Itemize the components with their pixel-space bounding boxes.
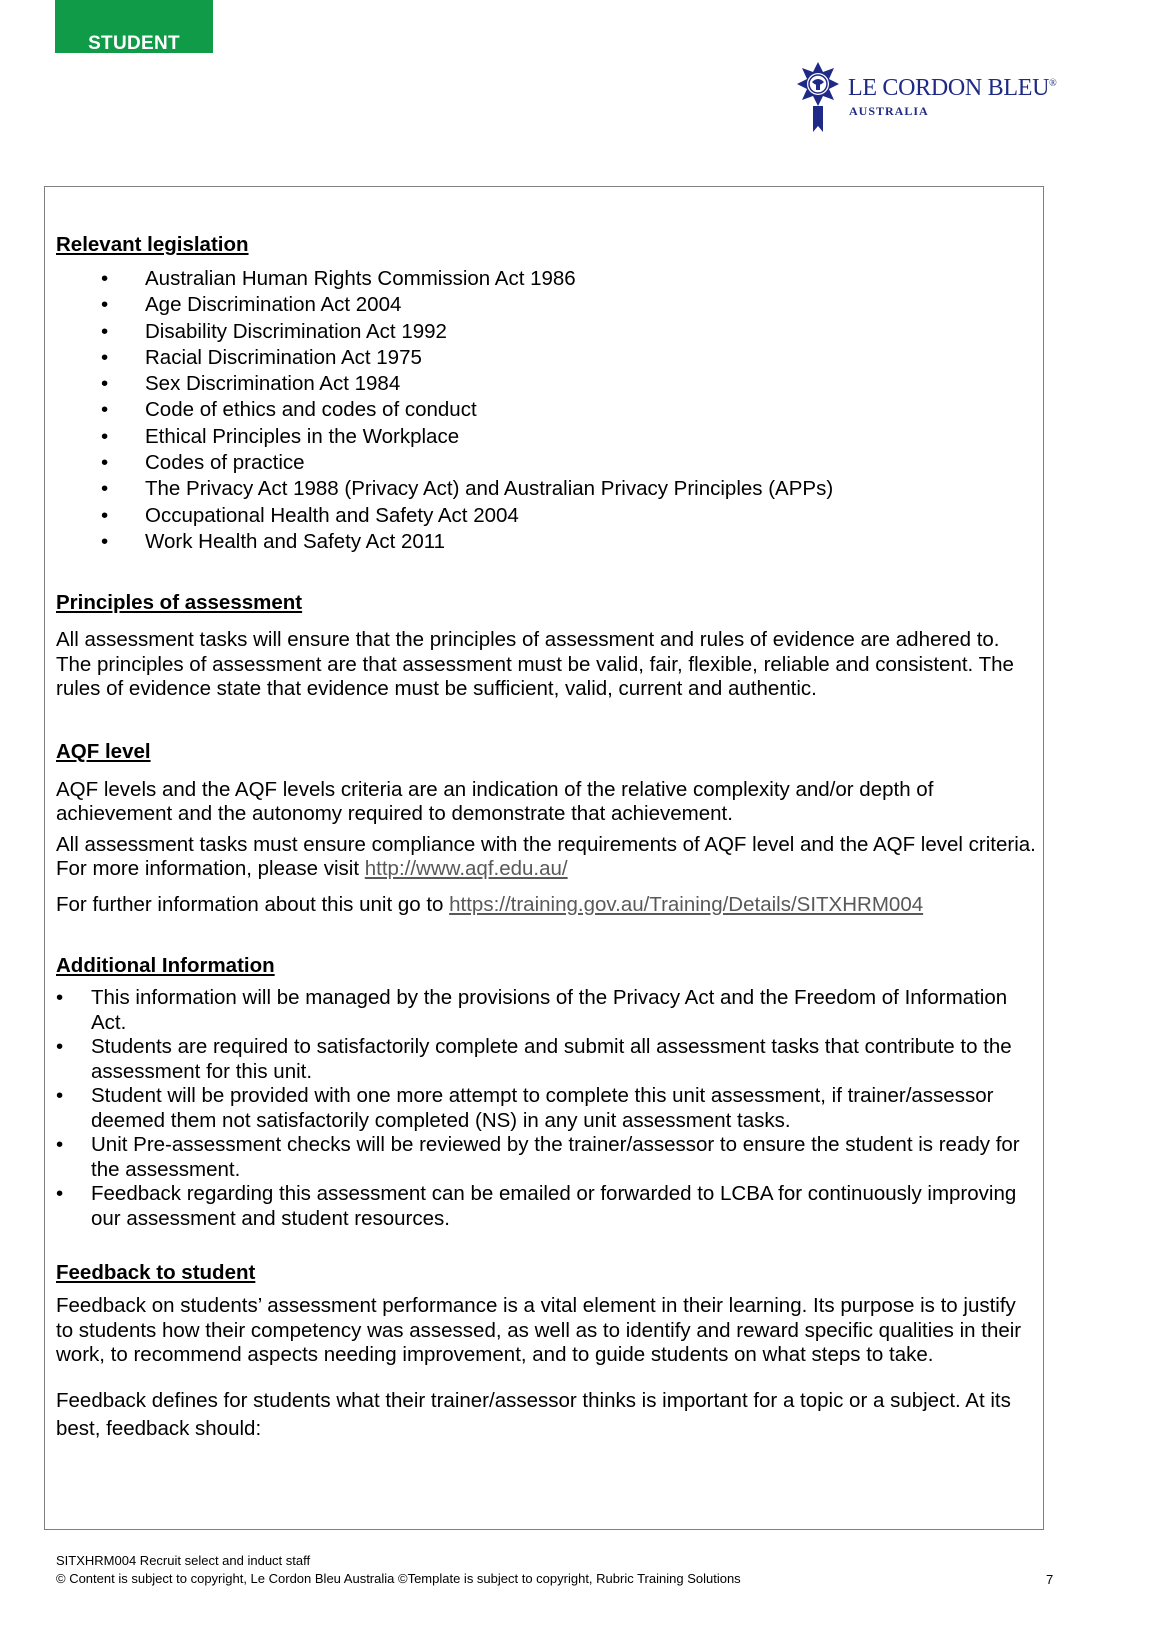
legislation-heading: Relevant legislation [56,233,249,256]
aqf-section [56,739,1036,918]
aqf-link[interactable]: http://www.aqf.edu.au/ [364,857,568,881]
feedback-heading: Feedback to student [56,1261,256,1285]
le-cordon-bleu-logo [796,58,1056,134]
principles-section [56,590,1036,702]
additional-section [56,953,1036,1231]
additional-heading: Additional Information [56,954,275,978]
legislation-list [56,266,1036,555]
list-item: • Students are required to satisfactorily complete and submit all assessment tasks that contribute to the assessment for this unit. [56,1035,1036,1084]
training-gov-link[interactable]: https://training.gov.au/Training/Details/SITXHRM004 [449,892,924,916]
student-tab: STUDENT [55,0,213,53]
legislation-section [56,232,1036,555]
principles-heading: Principles of assessment [56,591,303,615]
principles-body: All assessment tasks will ensure that the principles of assessment and rules of evidence are adhered to. The principles of assessment are that assessment must be valid, fair, flexible, reliable and consistent. The rules of evidence state that evidence must be sufficient, valid, current and authentic. [56,628,1014,701]
list-item: • Australian Human Rights Commission Act 1986 [56,266,1036,292]
list-item: • Sex Discrimination Act 1984 [56,371,1036,397]
document-body [56,232,1036,1443]
list-item: • Code of ethics and codes of conduct [56,397,1036,423]
page-footer [56,1553,1056,1586]
footer-unit-title: SITXHRM004 Recruit select and induct staff [56,1553,311,1568]
list-item: • Racial Discrimination Act 1975 [56,345,1036,371]
list-item: • Occupational Health and Safety Act 2004 [56,503,1036,529]
feedback-section [56,1260,1036,1443]
list-item: • Feedback regarding this assessment can be emailed or forwarded to LCBA for continuously improving our assessment and student resources. [56,1182,1036,1231]
logo-wordmark: LE CORDON BLEU® [848,75,1057,101]
cordon-bleu-crest-icon [796,58,840,134]
aqf-paragraph: AQF levels and the AQF levels criteria are an indication of the relative complexity and/or depth of achievement and the autonomy required to demonstrate that achievement. [56,777,934,826]
logo-subtitle: AUSTRALIA [849,104,929,118]
list-item: • Work Health and Safety Act 2011 [56,529,1036,555]
list-item: • Ethical Principles in the Workplace [56,424,1036,450]
list-item: • Age Discrimination Act 2004 [56,292,1036,318]
feedback-paragraph: Feedback on students’ assessment performance is a vital element in their learning. Its purpose is to justify to students how their competency was assessed, as well as to identify and reward specific qualities in their work, to recommend aspects needing improvement, and to guide students on what steps to take. [56,1294,1022,1367]
additional-list [56,986,1036,1231]
page-number: 7 [1046,1572,1054,1587]
list-item: • Unit Pre-assessment checks will be reviewed by the trainer/assessor to ensure the student is ready for the assessment. [56,1133,1036,1182]
aqf-heading: AQF level [56,739,151,763]
feedback-definition-paragraph: Feedback defines for students what their trainer/assessor thinks is important for a topic or a subject. At its best, feedback should: [56,1388,1011,1440]
list-item: • Student will be provided with one more attempt to complete this unit assessment, if trainer/assessor deemed them not satisfactorily completed (NS) in any unit assessment tasks. [56,1084,1036,1133]
unit-info-paragraph: For further information about this unit go to https://training.gov.au/Training/Details/SITXHRM004 [56,892,924,916]
list-item: • Codes of practice [56,450,1036,476]
list-item: • Disability Discrimination Act 1992 [56,319,1036,345]
list-item: • This information will be managed by the provisions of the Privacy Act and the Freedom of Information Act. [56,986,1036,1035]
aqf-compliance-paragraph: All assessment tasks must ensure compliance with the requirements of AQF level and the AQF level criteria. For more information, please visit http://www.aqf.edu.au/ [56,832,1036,881]
list-item: • The Privacy Act 1988 (Privacy Act) and Australian Privacy Principles (APPs) [56,476,1036,502]
footer-copyright: © Content is subject to copyright, Le Cordon Bleu Australia ©Template is subject to copyright, Rubric Training Solutions [56,1571,741,1586]
